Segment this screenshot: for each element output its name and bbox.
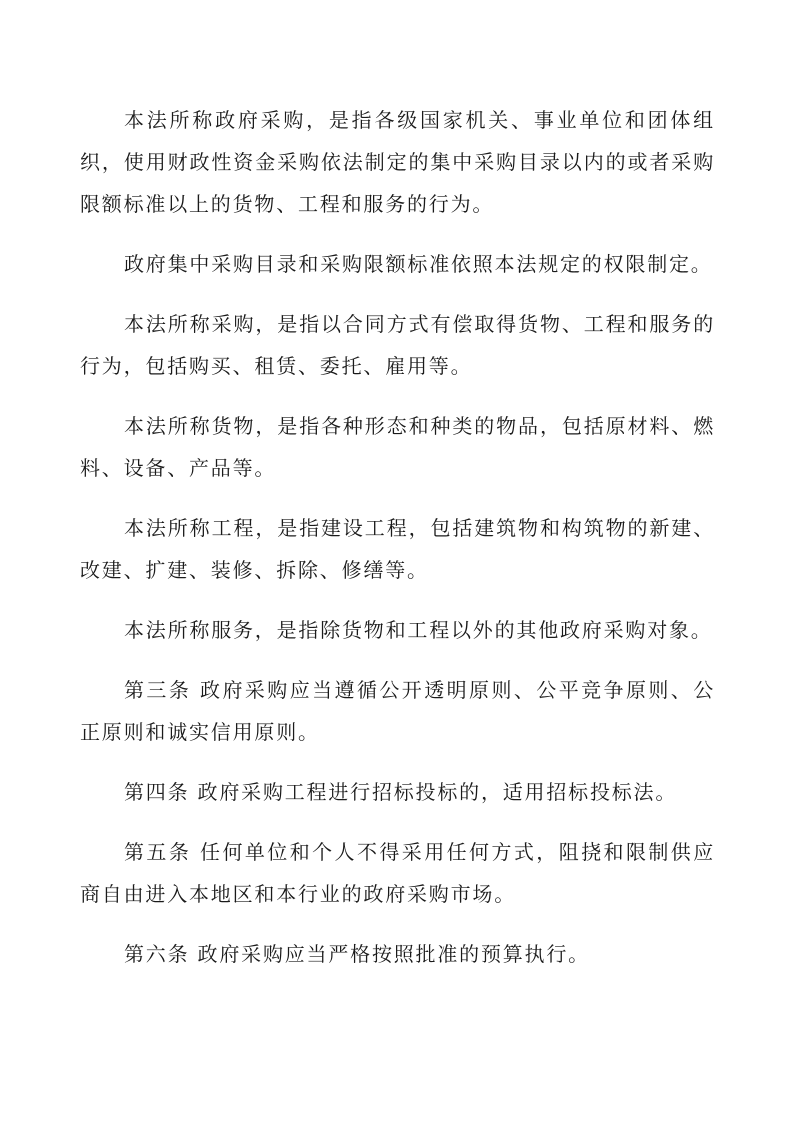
article-paragraph: 第五条 任何单位和个人不得采用任何方式，阻挠和限制供应商自由进入本地区和本行业的政府采购市场。 <box>80 840 715 906</box>
paragraph: 本法所称服务，是指除货物和工程以外的其他政府采购对象。 <box>124 618 713 642</box>
article-paragraph: 第四条 政府采购工程进行招标投标的，适用招标投标法。 <box>124 780 678 804</box>
paragraph: 政府集中采购目录和采购限额标准依照本法规定的权限制定。 <box>124 252 713 276</box>
paragraph: 本法所称货物，是指各种形态和种类的物品，包括原材料、燃料、设备、产品等。 <box>80 414 715 480</box>
paragraph: 本法所称采购，是指以合同方式有偿取得货物、工程和服务的行为，包括购买、租赁、委托、雇用等。 <box>80 312 715 378</box>
paragraph: 本法所称政府采购，是指各级国家机关、事业单位和团体组织，使用财政性资金采购依法制定的集中采购目录以内的或者采购限额标准以上的货物、工程和服务的行为。 <box>80 108 715 216</box>
article-paragraph: 第六条 政府采购应当严格按照批准的预算执行。 <box>124 942 590 966</box>
paragraph: 本法所称工程，是指建设工程，包括建筑物和构筑物的新建、改建、扩建、装修、拆除、修缮等。 <box>80 516 715 582</box>
article-paragraph: 第三条 政府采购应当遵循公开透明原则、公平竞争原则、公正原则和诚实信用原则。 <box>80 678 715 744</box>
